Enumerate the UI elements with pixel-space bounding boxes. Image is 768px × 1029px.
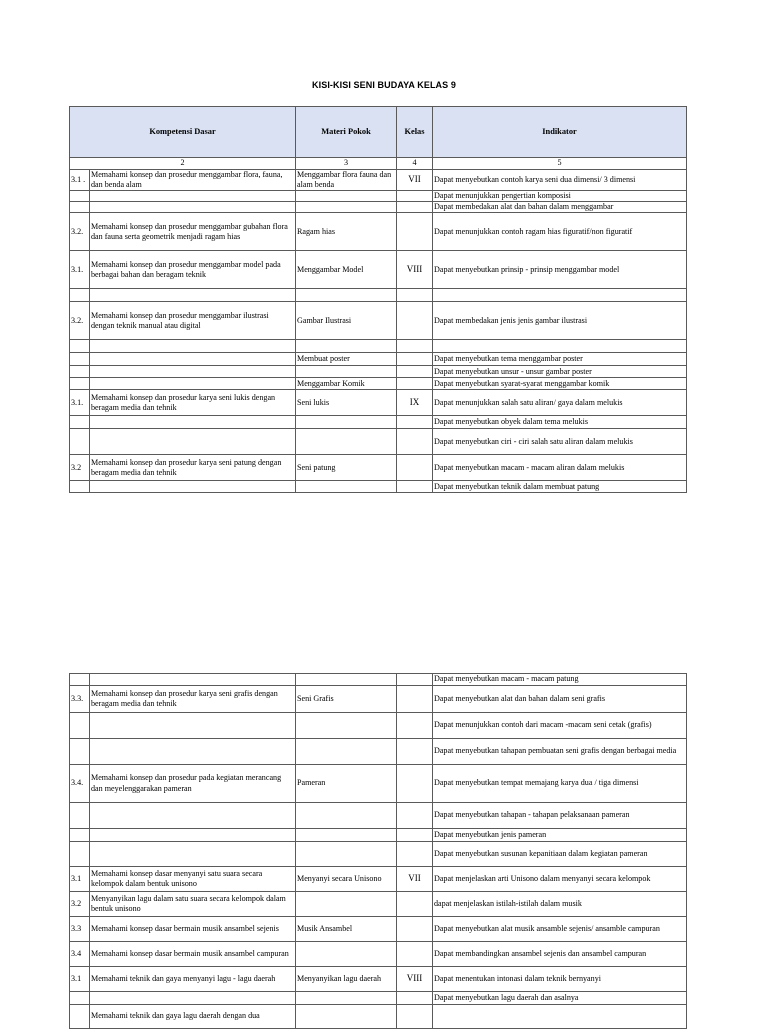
subject-matter xyxy=(296,713,397,739)
indicator-text: Dapat menentukan intonasi dalam teknik bernyanyi xyxy=(433,967,687,992)
competency-number xyxy=(70,829,90,842)
competency-number xyxy=(70,992,90,1005)
competency-text xyxy=(90,378,296,390)
table-row xyxy=(70,942,687,967)
grade-level xyxy=(397,1005,433,1029)
kisi-kisi-table-page-1 xyxy=(69,106,687,493)
competency-text: Memahami konsep dan prosedur menggambar gubahan flora dan fauna serta geometrik menjadi ragam hias xyxy=(90,213,296,251)
grade-level: VII xyxy=(397,867,433,892)
competency-text: Memahami konsep dan prosedur menggambar flora, fauna, dan benda alam xyxy=(90,170,296,191)
competency-text xyxy=(90,289,296,302)
subject-matter: Ragam hias xyxy=(296,213,397,251)
table-row xyxy=(70,713,687,739)
table-row xyxy=(70,455,687,481)
indicator-text: dapat menjelaskan istilah-istilah dalam musik xyxy=(433,892,687,917)
subject-matter xyxy=(296,829,397,842)
competency-number xyxy=(70,713,90,739)
table-row xyxy=(70,289,687,302)
indicator-text: Dapat menyebutkan alat musik ansamble sejenis/ ansamble campuran xyxy=(433,917,687,942)
grade-level xyxy=(397,739,433,765)
competency-number xyxy=(70,416,90,429)
competency-number: 3.2. xyxy=(70,213,90,251)
grade-level xyxy=(397,917,433,942)
indicator-text: Dapat membedakan alat dan bahan dalam menggambar xyxy=(433,202,687,213)
competency-text xyxy=(90,191,296,202)
table-row xyxy=(70,739,687,765)
subject-matter xyxy=(296,674,397,686)
indicator-text: Dapat membandingkan ansambel sejenis dan ansambel campuran xyxy=(433,942,687,967)
subject-matter xyxy=(296,191,397,202)
grade-level: VII xyxy=(397,170,433,191)
indicator-text: Dapat menyebutkan teknik dalam membuat patung xyxy=(433,481,687,493)
competency-text xyxy=(90,429,296,455)
competency-text xyxy=(90,340,296,353)
competency-number: 3.2. xyxy=(70,302,90,340)
subject-matter xyxy=(296,416,397,429)
competency-text xyxy=(90,992,296,1005)
table-row xyxy=(70,170,687,191)
table-row xyxy=(70,803,687,829)
competency-number xyxy=(70,202,90,213)
indicator-text: Dapat menyebutkan obyek dalam tema melukis xyxy=(433,416,687,429)
table-row xyxy=(70,842,687,867)
indicator-text: Dapat menyebutkan susunan kepanitiaan dalam kegiatan pameran xyxy=(433,842,687,867)
subject-matter: Gambar Ilustrasi xyxy=(296,302,397,340)
grade-level xyxy=(397,892,433,917)
competency-number: 3.2 xyxy=(70,892,90,917)
competency-text xyxy=(90,803,296,829)
subject-matter xyxy=(296,202,397,213)
indicator-text xyxy=(433,289,687,302)
grade-level xyxy=(397,674,433,686)
competency-number: 3.3 xyxy=(70,917,90,942)
indicator-text: Dapat menyebutkan tempat memajang karya dua / tiga dimensi xyxy=(433,765,687,803)
table-row xyxy=(70,481,687,493)
grade-level xyxy=(397,686,433,713)
table-row xyxy=(70,992,687,1005)
grade-level xyxy=(397,942,433,967)
header-kompetensi-dasar: Kompetensi Dasar xyxy=(70,107,296,158)
header-materi-pokok: Materi Pokok xyxy=(296,107,397,158)
header-row xyxy=(70,107,687,158)
column-number: 2 xyxy=(70,158,296,170)
table-row xyxy=(70,191,687,202)
column-number: 4 xyxy=(397,158,433,170)
table-row xyxy=(70,251,687,289)
competency-number: 3.4 xyxy=(70,942,90,967)
subject-matter xyxy=(296,942,397,967)
competency-number xyxy=(70,191,90,202)
competency-text xyxy=(90,366,296,378)
competency-text: Memahami konsep dan prosedur karya seni grafis dengan beragam media dan tehnik xyxy=(90,686,296,713)
competency-text: Memahami konsep dasar menyanyi satu suara secara kelompok dalam bentuk unisono xyxy=(90,867,296,892)
subject-matter: Musik Ansambel xyxy=(296,917,397,942)
grade-level xyxy=(397,416,433,429)
competency-number xyxy=(70,739,90,765)
subject-matter: Menggambar flora fauna dan alam benda xyxy=(296,170,397,191)
indicator-text: Dapat menyebutkan tahapan - tahapan pelaksanaan pameran xyxy=(433,803,687,829)
competency-number xyxy=(70,674,90,686)
indicator-text: Dapat menyebutkan lagu daerah dan asalnya xyxy=(433,992,687,1005)
competency-number xyxy=(70,1005,90,1029)
subject-matter: Menyanyi secara Unisono xyxy=(296,867,397,892)
subject-matter: Menyanyikan lagu daerah xyxy=(296,967,397,992)
table-row xyxy=(70,416,687,429)
competency-number xyxy=(70,340,90,353)
competency-text xyxy=(90,842,296,867)
competency-number: 3.1 . xyxy=(70,170,90,191)
subject-matter xyxy=(296,803,397,829)
grade-level xyxy=(397,842,433,867)
competency-number xyxy=(70,481,90,493)
grade-level xyxy=(397,829,433,842)
table-row xyxy=(70,686,687,713)
competency-text: Memahami konsep dan prosedur pada kegiatan merancang dan meyelenggarakan pameran xyxy=(90,765,296,803)
table-row xyxy=(70,867,687,892)
subject-matter xyxy=(296,1005,397,1029)
competency-text: Memahami konsep dasar bermain musik ansambel sejenis xyxy=(90,917,296,942)
competency-number xyxy=(70,842,90,867)
column-number: 5 xyxy=(433,158,687,170)
column-number-row xyxy=(70,158,687,170)
subject-matter: Menggambar Komik xyxy=(296,378,397,390)
grade-level xyxy=(397,429,433,455)
competency-text: Memahami konsep dan prosedur menggambar ilustrasi dengan teknik manual atau digital xyxy=(90,302,296,340)
competency-text xyxy=(90,481,296,493)
grade-level xyxy=(397,302,433,340)
competency-text: Memahami konsep dan prosedur karya seni patung dengan beragam media dan tehnik xyxy=(90,455,296,481)
indicator-text: Dapat menyebutkan jenis pameran xyxy=(433,829,687,842)
indicator-text: Dapat menunjukkan pengertian komposisi xyxy=(433,191,687,202)
grade-level xyxy=(397,378,433,390)
grade-level xyxy=(397,289,433,302)
grade-level: VIII xyxy=(397,251,433,289)
competency-text: Memahami konsep dan prosedur menggambar model pada berbagai bahan dan beragam teknik xyxy=(90,251,296,289)
header-kelas: Kelas xyxy=(397,107,433,158)
subject-matter xyxy=(296,892,397,917)
grade-level xyxy=(397,366,433,378)
competency-number: 3.1. xyxy=(70,390,90,416)
subject-matter xyxy=(296,481,397,493)
grade-level: IX xyxy=(397,390,433,416)
competency-number xyxy=(70,353,90,366)
table-row xyxy=(70,340,687,353)
indicator-text: Dapat menyebutkan macam - macam patung xyxy=(433,674,687,686)
competency-number xyxy=(70,378,90,390)
indicator-text: Dapat menunjukkan contoh ragam hias figuratif/non figuratif xyxy=(433,213,687,251)
table-row xyxy=(70,302,687,340)
table-row xyxy=(70,829,687,842)
table-row xyxy=(70,390,687,416)
competency-text: Memahami teknik dan gaya menyanyi lagu - lagu daerah xyxy=(90,967,296,992)
competency-number xyxy=(70,289,90,302)
grade-level xyxy=(397,803,433,829)
table-row xyxy=(70,967,687,992)
indicator-text: Dapat menunjukkan salah satu aliran/ gaya dalam melukis xyxy=(433,390,687,416)
grade-level: VIII xyxy=(397,967,433,992)
grade-level xyxy=(397,340,433,353)
header-indikator: Indikator xyxy=(433,107,687,158)
subject-matter xyxy=(296,429,397,455)
indicator-text: Dapat membedakan jenis jenis gambar ilustrasi xyxy=(433,302,687,340)
indicator-text xyxy=(433,340,687,353)
grade-level xyxy=(397,191,433,202)
subject-matter xyxy=(296,992,397,1005)
table-row xyxy=(70,378,687,390)
indicator-text: Dapat menyebutkan syarat-syarat menggambar komik xyxy=(433,378,687,390)
indicator-text: Dapat menyebutkan tema menggambar poster xyxy=(433,353,687,366)
grade-level xyxy=(397,713,433,739)
competency-text xyxy=(90,202,296,213)
table-row xyxy=(70,353,687,366)
competency-text: Memahami konsep dan prosedur karya seni lukis dengan beragam media dan tehnik xyxy=(90,390,296,416)
competency-number: 3.1. xyxy=(70,251,90,289)
table-row xyxy=(70,429,687,455)
table-row xyxy=(70,366,687,378)
indicator-text: Dapat menyebutkan macam - macam aliran dalam melukis xyxy=(433,455,687,481)
subject-matter: Seni lukis xyxy=(296,390,397,416)
kisi-kisi-table-page-2 xyxy=(69,673,687,1029)
grade-level xyxy=(397,481,433,493)
grade-level xyxy=(397,992,433,1005)
grade-level xyxy=(397,353,433,366)
competency-text: Memahami teknik dan gaya lagu daerah dengan dua xyxy=(90,1005,296,1029)
competency-number: 3.1 xyxy=(70,967,90,992)
document-title: KISI-KISI SENI BUDAYA KELAS 9 xyxy=(312,80,456,90)
table-row xyxy=(70,213,687,251)
competency-text xyxy=(90,674,296,686)
competency-text: Menyanyikan lagu dalam satu suara secara kelompok dalam bentuk unisono xyxy=(90,892,296,917)
subject-matter xyxy=(296,289,397,302)
table-row xyxy=(70,765,687,803)
table-row xyxy=(70,1005,687,1029)
table-row xyxy=(70,202,687,213)
subject-matter xyxy=(296,842,397,867)
subject-matter: Membuat poster xyxy=(296,353,397,366)
competency-text xyxy=(90,353,296,366)
indicator-text xyxy=(433,1005,687,1029)
indicator-text: Dapat menjelaskan arti Unisono dalam menyanyi secara kelompok xyxy=(433,867,687,892)
table-row xyxy=(70,674,687,686)
indicator-text: Dapat menyebutkan contoh karya seni dua dimensi/ 3 dimensi xyxy=(433,170,687,191)
competency-text xyxy=(90,739,296,765)
competency-number: 3.2 xyxy=(70,455,90,481)
competency-number xyxy=(70,429,90,455)
table-row xyxy=(70,917,687,942)
grade-level xyxy=(397,455,433,481)
competency-text xyxy=(90,713,296,739)
competency-number xyxy=(70,803,90,829)
competency-text: Memahami konsep dasar bermain musik ansambel campuran xyxy=(90,942,296,967)
competency-number: 3.4. xyxy=(70,765,90,803)
grade-level xyxy=(397,213,433,251)
subject-matter: Menggambar Model xyxy=(296,251,397,289)
subject-matter xyxy=(296,340,397,353)
indicator-text: Dapat menunjukkan contoh dari macam -macam seni cetak (grafis) xyxy=(433,713,687,739)
subject-matter xyxy=(296,739,397,765)
competency-number xyxy=(70,366,90,378)
subject-matter xyxy=(296,366,397,378)
indicator-text: Dapat menyebutkan ciri - ciri salah satu aliran dalam melukis xyxy=(433,429,687,455)
indicator-text: Dapat menyebutkan alat dan bahan dalam seni grafis xyxy=(433,686,687,713)
subject-matter: Pameran xyxy=(296,765,397,803)
grade-level xyxy=(397,765,433,803)
subject-matter: Seni Grafis xyxy=(296,686,397,713)
column-number: 3 xyxy=(296,158,397,170)
competency-text xyxy=(90,829,296,842)
indicator-text: Dapat menyebutkan tahapan pembuatan seni grafis dengan berbagai media xyxy=(433,739,687,765)
grade-level xyxy=(397,202,433,213)
indicator-text: Dapat menyebutkan prinsip - prinsip menggambar model xyxy=(433,251,687,289)
subject-matter: Seni patung xyxy=(296,455,397,481)
indicator-text: Dapat menyebutkan unsur - unsur gambar poster xyxy=(433,366,687,378)
competency-number: 3.1 xyxy=(70,867,90,892)
table-row xyxy=(70,892,687,917)
competency-text xyxy=(90,416,296,429)
competency-number: 3.3. xyxy=(70,686,90,713)
